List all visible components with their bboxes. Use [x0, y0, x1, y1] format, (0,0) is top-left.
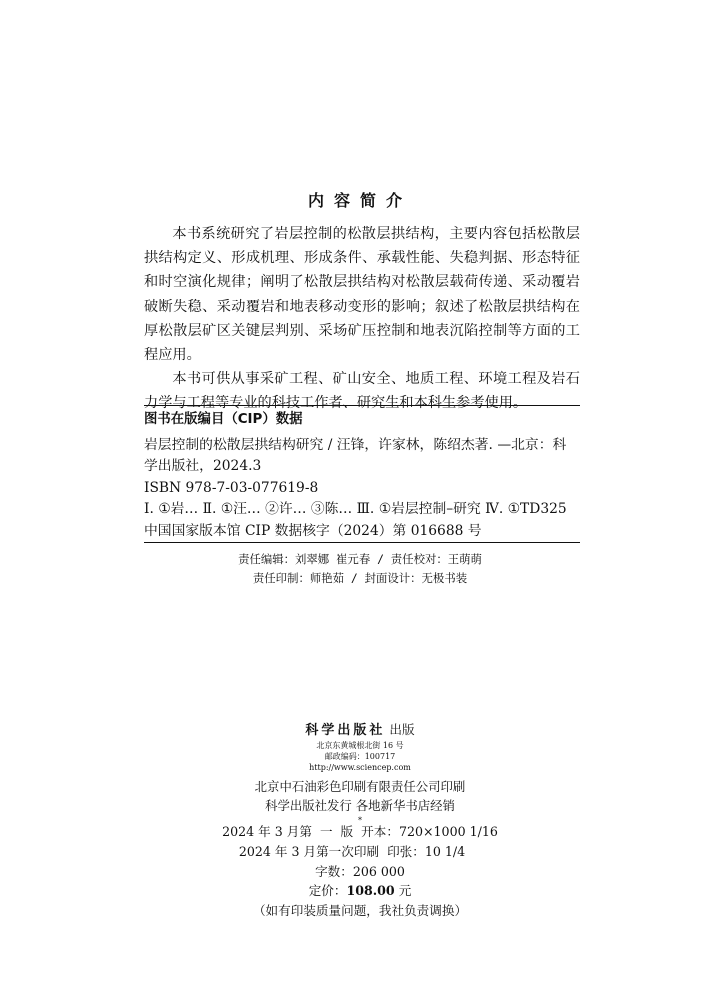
cip-bottom-rule	[144, 542, 580, 543]
publisher-address: 北京东黄城根北街 16 号	[316, 741, 404, 750]
cip-isbn: ISBN 978-7-03-077619-8	[144, 479, 319, 496]
staff-line-production: 责任印制：师艳茹 / 封面设计：无极书装	[252, 571, 468, 585]
word-count: 字数：206 000	[315, 863, 405, 879]
cip-heading: 图书在版编目（CIP）数据	[144, 412, 303, 427]
cip-block	[144, 409, 580, 542]
printer-line: 北京中石油彩色印刷有限责任公司印刷	[254, 779, 466, 794]
summary-paragraph: 本书系统研究了岩层控制的松散层拱结构，主要内容包括松散层拱结构定义、形成机理、形成条件、承载性能、失稳判据、形态特征和时空演化规律；阐明了松散层拱结构对松散层载荷传递、采动覆岩破断失稳、采动覆岩和地表移动变形的影响；叙述了松散层拱结构在厚松散层矿区关键层判别、采场矿压控制和地表沉陷控制等方面的工程应用。	[144, 226, 580, 364]
price-currency: 元	[398, 883, 412, 899]
price-label: 定价：	[308, 883, 347, 899]
price-value: 108.00	[346, 883, 395, 899]
specs-block	[0, 822, 720, 921]
cip-classification: Ⅰ. ①岩… Ⅱ. ①汪… ②许… ③陈… Ⅲ. ①岩层控制–研究 Ⅳ. ①TD325	[144, 501, 567, 517]
quality-notice: （如有印装质量问题，我社负责调换）	[252, 903, 468, 919]
print-sheets: 印张：10 1/4	[387, 843, 466, 859]
cip-record: 中国国家版本馆 CIP 数据核字（2024）第 016688 号	[144, 522, 482, 539]
cip-entry: 岩层控制的松散层拱结构研究 / 汪锋，许家林，陈绍杰著. —北京：科学出版社，2024.3	[144, 436, 567, 474]
summary-paragraph: 本书可供从事采矿工程、矿山安全、地质工程、环境工程及岩石力学与工程等专业的科技工作者、研究生和本科生参考使用。	[144, 371, 580, 412]
staff-credits	[0, 550, 720, 588]
publisher-website: http://www.sciencep.com	[309, 763, 411, 772]
edition-date: 2024 年 3 月第 一 版	[222, 824, 354, 839]
print-row	[0, 842, 720, 862]
publisher-postcode: 邮政编码：100717	[324, 752, 396, 761]
publisher-line	[0, 720, 720, 740]
page-title: 内容简介	[307, 191, 412, 210]
summary-text	[144, 222, 580, 416]
edition-row	[0, 822, 720, 842]
price-line	[0, 881, 720, 901]
publisher-block	[0, 720, 720, 826]
book-format: 开本：720×1000 1/16	[361, 824, 498, 839]
print-date: 2024 年 3 月第一次印刷	[238, 843, 380, 859]
separator-asterisk: *	[358, 816, 362, 825]
publisher-name: 科学出版社	[305, 723, 386, 738]
cip-top-rule	[144, 405, 580, 406]
publisher-publishes: 出版	[389, 722, 415, 737]
distribution-line: 科学出版社发行 各地新华书店经销	[265, 798, 455, 813]
staff-line-editors: 责任编辑：刘翠娜 崔元春 / 责任校对：王萌萌	[238, 552, 482, 566]
